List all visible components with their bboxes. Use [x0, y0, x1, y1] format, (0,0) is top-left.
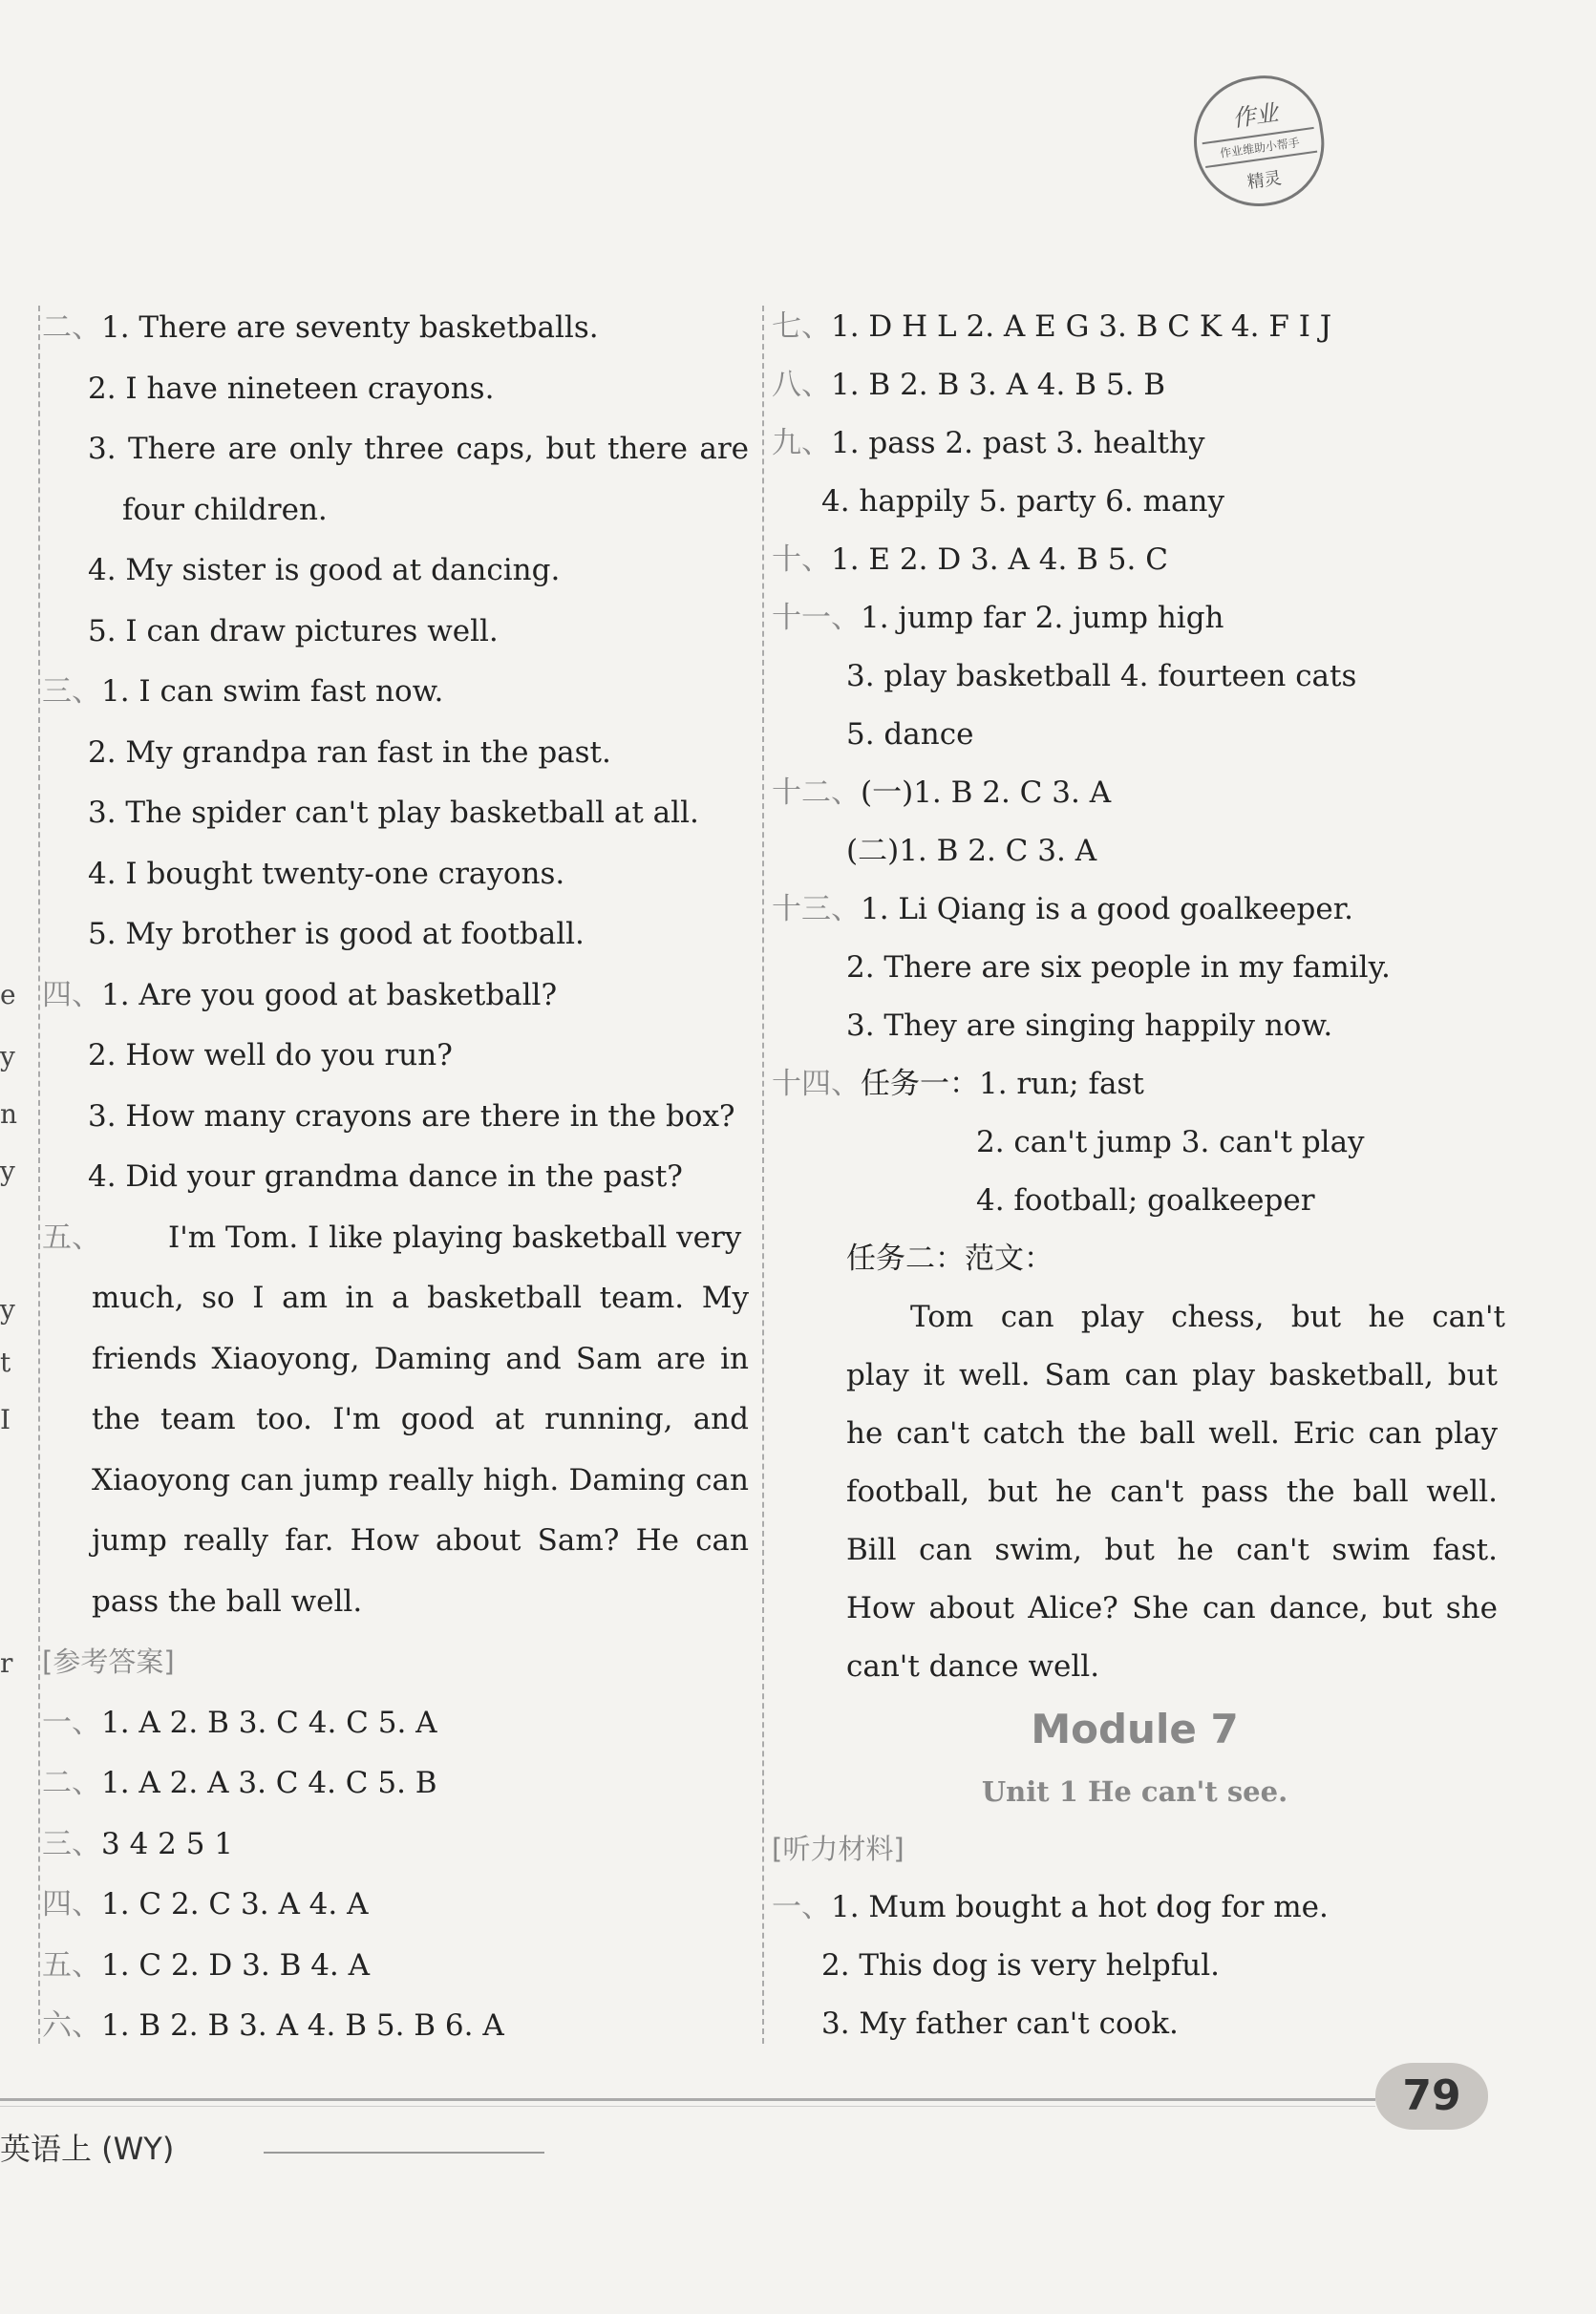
passage-line: jump really far. How about Sam? He can — [92, 1523, 749, 1558]
answer-line: 5. dance — [846, 717, 974, 752]
edge-letter: t — [0, 1347, 11, 1378]
listening-header: [听力材料] — [772, 1833, 904, 1865]
column-divider — [762, 306, 764, 2044]
edge-letter: n — [0, 1098, 18, 1130]
essay-line: can't dance well. — [846, 1649, 1100, 1684]
answer-line: 四、1. Are you good at basketball? — [42, 977, 558, 1012]
answer-line: 三、3 4 2 5 1 — [42, 1826, 234, 1861]
listening-line: 2. This dog is very helpful. — [821, 1948, 1220, 1983]
listening-line: 一、1. Mum bought a hot dog for me. — [772, 1890, 1329, 1924]
answer-line: 4. I bought twenty-one crayons. — [88, 856, 565, 891]
essay-line: Tom can play chess, but he can't — [910, 1300, 1505, 1334]
left-column — [42, 298, 749, 2057]
answer-line: 3. How many crayons are there in the box? — [88, 1098, 735, 1134]
answer-line: 2. There are six people in my family. — [846, 950, 1391, 985]
edge-letter: e — [0, 979, 16, 1010]
essay-line: football, but he can't pass the ball well. — [846, 1475, 1498, 1509]
answer-line: 5. My brother is good at football. — [88, 917, 585, 951]
passage-line: friends Xiaoyong, Daming and Sam are in — [92, 1341, 749, 1376]
essay-line: Bill can swim, but he can't swim fast. — [846, 1533, 1498, 1567]
answer-line: 五、 I'm Tom. I like playing basketball very — [42, 1220, 742, 1255]
left-margin-divider — [38, 306, 40, 2044]
passage-line: much, so I am in a basketball team. My — [92, 1281, 749, 1315]
answer-line: (二)1. B 2. C 3. A — [846, 834, 1097, 868]
watermark-stamp — [1185, 68, 1332, 215]
stamp-line-1: 作业 — [1230, 99, 1280, 133]
answer-line: 2. My grandpa ran fast in the past. — [88, 734, 611, 770]
answer-line: 二、1. A 2. A 3. C 4. C 5. B — [42, 1766, 437, 1800]
footer-rule-thin — [0, 2106, 1375, 2107]
answer-line: 3. There are only three caps, but there are — [88, 432, 749, 466]
answer-line: 2. I have nineteen crayons. — [88, 371, 495, 406]
page-number: 79 — [1375, 2063, 1488, 2130]
answer-line: 十二、(一)1. B 2. C 3. A — [772, 775, 1112, 810]
answer-line: 三、1. I can swim fast now. — [42, 674, 444, 709]
edge-letter: y — [0, 1156, 15, 1187]
edge-letter: r — [0, 1647, 13, 1679]
answer-line: 4. My sister is good at dancing. — [88, 553, 561, 587]
answer-line: 十一、1. jump far 2. jump high — [772, 601, 1224, 635]
essay-line: play it well. Sam can play basketball, but — [846, 1358, 1498, 1392]
passage-line: Xiaoyong can jump really high. Daming can — [92, 1462, 749, 1497]
footer-rule — [0, 2098, 1375, 2101]
answer-line: 2. How well do you run? — [88, 1038, 453, 1072]
answer-line: 十四、任务一：1. run; fast — [772, 1067, 1144, 1101]
answer-line: 一、1. A 2. B 3. C 4. C 5. A — [42, 1705, 437, 1740]
answer-line: 八、1. B 2. B 3. A 4. B 5. B — [772, 368, 1166, 402]
edge-letter: y — [0, 1041, 15, 1072]
answer-line: 十三、1. Li Qiang is a good goalkeeper. — [772, 892, 1353, 926]
passage-line: pass the ball well. — [92, 1583, 363, 1619]
answer-line: 二、1. There are seventy basketballs. — [42, 310, 599, 345]
answer-line: 3. The spider can't play basketball at all. — [88, 796, 699, 830]
answer-line: 5. I can draw pictures well. — [88, 613, 499, 648]
answer-line: 2. can't jump 3. can't play — [976, 1125, 1365, 1159]
unit-title: Unit 1 He can't see. — [981, 1775, 1288, 1808]
answer-line: 四、1. C 2. C 3. A 4. A — [42, 1887, 369, 1921]
right-column — [772, 298, 1517, 2053]
answer-line: 七、1. D H L 2. A E G 3. B C K 4. F I J — [772, 309, 1332, 344]
footer-underline — [264, 2152, 544, 2154]
answer-line: 九、1. pass 2. past 3. healthy — [772, 426, 1205, 460]
answer-line: 十、1. E 2. D 3. A 4. B 5. C — [772, 542, 1168, 577]
module-title: Module 7 — [1031, 1706, 1239, 1752]
stamp-line-3: 精灵 — [1245, 168, 1284, 193]
stamp-line-2: 作业维助小帮手 — [1202, 127, 1318, 168]
passage-line: the team too. I'm good at running, and — [92, 1402, 749, 1436]
answer-line: 五、1. C 2. D 3. B 4. A — [42, 1947, 371, 1983]
answer-line: 4. happily 5. party 6. many — [821, 484, 1224, 519]
answer-line: 3. They are singing happily now. — [846, 1008, 1333, 1043]
essay-line: How about Alice? She can dance, but she — [846, 1591, 1498, 1625]
answer-line: 任务二：范文： — [846, 1242, 1053, 1276]
answer-line: 4. Did your grandma dance in the past? — [88, 1159, 683, 1194]
essay-line: he can't catch the ball well. Eric can play — [846, 1416, 1498, 1451]
reference-answers-header: [参考答案] — [42, 1645, 175, 1678]
listening-line: 3. My father can't cook. — [821, 2006, 1179, 2041]
answer-line: 六、1. B 2. B 3. A 4. B 5. B 6. A — [42, 2008, 504, 2043]
edge-letter: I — [0, 1404, 11, 1435]
answer-line: 3. play basketball 4. fourteen cats — [846, 659, 1357, 693]
answer-line: 4. football; goalkeeper — [976, 1183, 1315, 1218]
footer-subject: 英语上 (WY) — [0, 2131, 175, 2167]
edge-letter: y — [0, 1294, 15, 1326]
answer-line: four children. — [122, 492, 328, 527]
